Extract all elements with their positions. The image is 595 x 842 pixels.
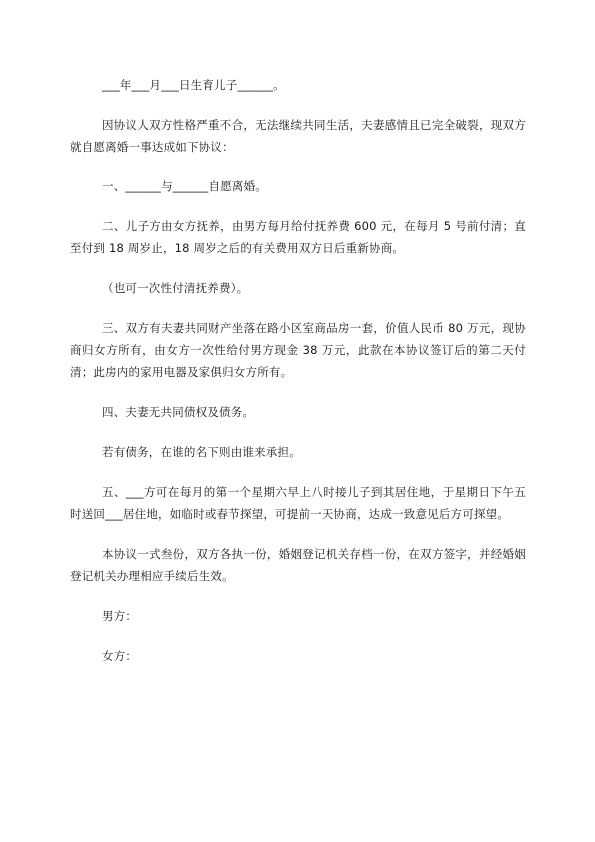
clause-two: 二、儿子方由女方抚养，由男方每月给付抚养费 600 元，在每月 5 号前付清；直至付到 18 周岁止，18 周岁之后的有关费用双方日后重新协商。 xyxy=(70,219,526,255)
intro-paragraph: 因协议人双方性格严重不合，无法继续共同生活，夫妻感情且已完全破裂，现双方就自愿离婚一事达成如下协议： xyxy=(70,118,526,154)
clause-four: 四、夫妻无共同债权及债务。 xyxy=(102,405,255,419)
clause-four-note: 若有债务，在谁的名下则由谁来承担。 xyxy=(102,445,301,459)
clause-three: 三、双方有夫妻共同财产坐落在路小区室商品房一套，价值人民币 80 万元，现协商归女方所有，由女方一次性给付男方现金 38 万元，此款在本协议签订后的第二天付清；此房内的家用电器及家俱归女方所有。 xyxy=(70,321,526,379)
female-party-signature: 女方： xyxy=(102,649,138,663)
document-body xyxy=(70,74,526,667)
male-party-signature: 男方： xyxy=(102,609,138,623)
clause-five: 五、___方可在每月的第一个星期六早上八时接儿子到其居住地，于星期日下午五时送回___居住地，如临时或春节探望，可提前一天协商，达成一致意见后方可探望。 xyxy=(70,485,526,521)
clause-two-note: （也可一次性付清抚养费）。 xyxy=(102,281,249,295)
clause-one: 一、______与______自愿离婚。 xyxy=(102,179,267,193)
birth-date-line: ___年___月___日生育儿子______。 xyxy=(102,78,285,92)
effectiveness-clause: 本协议一式叁份，双方各执一份，婚姻登记机关存档一份，在双方签字，并经婚姻登记机关办理相应手续后生效。 xyxy=(70,547,526,583)
